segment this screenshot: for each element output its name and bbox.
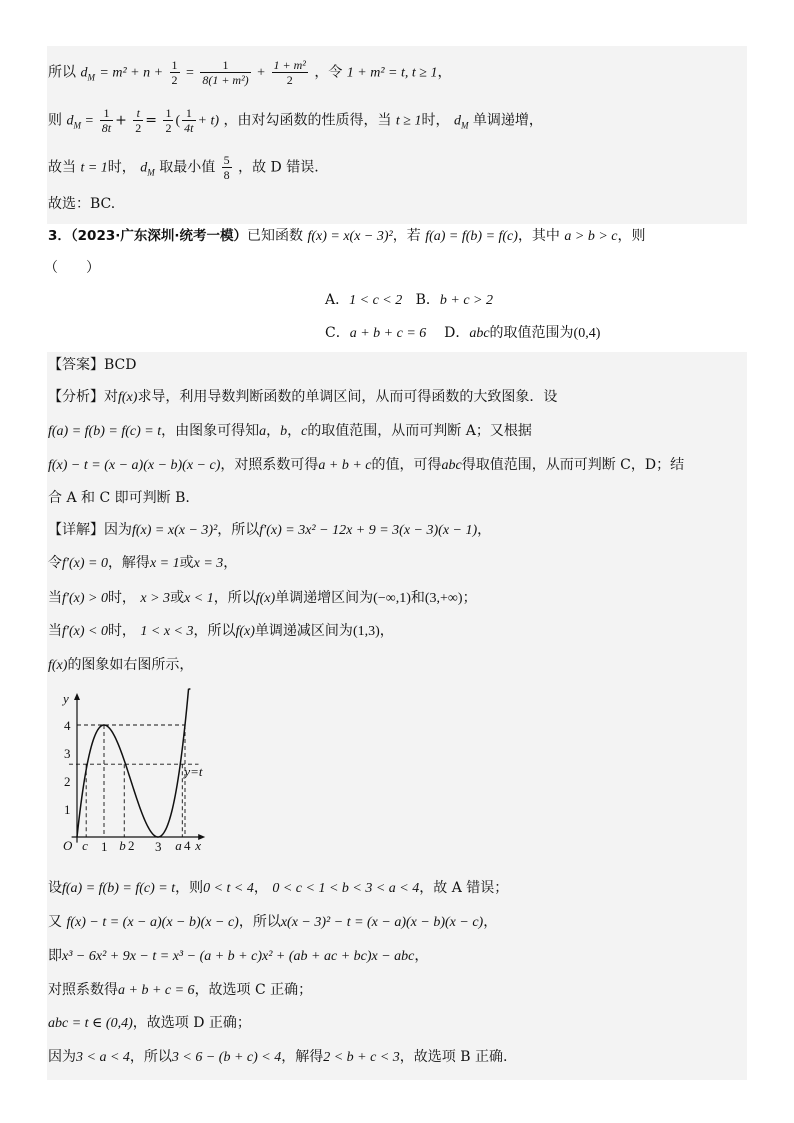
math: f(a) = f(b) = f(c)	[425, 229, 518, 244]
x-axis-label: x	[195, 838, 201, 853]
option-a-label: A．	[325, 292, 350, 308]
detail-line-1: 【详解】因为f(x) = x(x − 3)²，所以f′(x) = 3x² − 12x + 9 = 3(x − 3)(x − 1)，	[48, 522, 492, 538]
text: ，	[437, 64, 452, 81]
option-c-label: C．	[325, 325, 350, 341]
origin-label: O	[63, 838, 73, 853]
problem-stem	[48, 226, 646, 247]
x-tick-label-b: b	[119, 838, 126, 853]
detail-line-5: f(x)的图象如右图所示，	[48, 657, 194, 673]
option-a: 1 < c < 2	[349, 293, 403, 308]
text: 取最小值	[159, 159, 216, 176]
option-d-label: D．	[444, 325, 470, 341]
curve-fx	[77, 689, 190, 837]
option-d-math: abc	[469, 326, 490, 341]
function-graph	[47, 687, 228, 867]
fraction: $\frac{1}{2}$	[171, 58, 178, 87]
x-tick-label-c: c	[82, 838, 88, 853]
option-d: 的取值范围为	[489, 325, 574, 341]
math: t = 1	[80, 160, 108, 176]
math-d: d	[453, 113, 461, 129]
math-d: d	[80, 65, 88, 81]
detail-label: 【详解】	[48, 522, 104, 538]
math: t ≥ 1	[395, 113, 422, 129]
text: ，其中	[517, 228, 560, 244]
math: = m² + n +	[99, 65, 164, 81]
fraction: $\frac{1}{\text{8(1 + m²)}}$	[202, 58, 249, 87]
solution-line-2: 则 $d_M$ = $\frac{1}{8t}$ + $\frac{t}{2}$ = $\frac{1}{2}$ ( $\frac{1}{4t}$ + t) ，由对勾函数的性质得，当 t ≥ 1时， $d_M$ 单调递增，	[48, 106, 543, 135]
detail-line-10: abc = t ∈ (0,4)，故选项 D 正确；	[48, 1015, 251, 1031]
problem-source: （2023·广东深圳·统考一模）	[70, 228, 247, 244]
text: 则	[48, 112, 62, 129]
detail-line-8: 即x³ − 6x² + 9x − t = x³ − (a + b + c)x² + (ab + ac + bc)x − abc，	[48, 948, 429, 964]
text: ，令	[314, 64, 343, 81]
option-row-1	[325, 290, 493, 311]
math-sub: M	[147, 167, 155, 178]
text: 故选：BC.	[48, 196, 116, 212]
text: 已知函数	[247, 228, 303, 244]
math: 1 + m² = t, t ≥ 1	[346, 65, 438, 81]
option-b-label: B．	[415, 292, 440, 308]
solution-line-4	[48, 194, 115, 214]
solution-line-1	[48, 58, 451, 87]
text: ，若	[392, 228, 421, 244]
text: 故当	[48, 159, 76, 176]
y-tick-label-4: 4	[64, 718, 71, 733]
y-tick-label-3: 3	[64, 746, 71, 761]
fraction: $\frac{1}{2}$	[165, 106, 172, 135]
text: 所以	[48, 64, 76, 81]
math: f(x) = x(x − 3)²	[307, 229, 393, 244]
text: 时，	[421, 112, 450, 129]
analysis-line-2: f(a) = f(b) = f(c) = t，由图象可得知a，b，c的取值范围，从而可判断 A；又根据	[48, 423, 532, 439]
math-d: d	[66, 113, 74, 129]
option-c: a + b + c = 6	[349, 326, 427, 341]
text: ，则	[617, 228, 646, 244]
detail-line-3: 当f′(x) > 0时， x > 3或x < 1，所以f(x)单调递增区间为(−∞,1)和(3,+∞)；	[48, 590, 477, 606]
answer-value: BCD	[104, 357, 137, 373]
x-tick-label-4: 4	[184, 838, 191, 853]
x-tick-label-a: a	[175, 838, 182, 853]
fraction: $\frac{\text{1 + m²}}{2}$	[273, 58, 306, 87]
answer-line	[48, 355, 136, 375]
fraction: $\frac{t}{2}$	[135, 106, 142, 135]
text: 时，	[107, 159, 136, 176]
x-tick-label-2: 2	[128, 838, 135, 853]
y-tick-label-2: 2	[64, 774, 71, 789]
y-axis-label: y	[63, 691, 69, 706]
analysis-line-4: 合 A 和 C 即可判断 B.	[48, 490, 190, 506]
option-row-2	[325, 323, 600, 344]
fraction: $\frac{1}{4t}$	[184, 106, 194, 135]
answer-blank: （ ）	[44, 260, 100, 276]
math-sub: M	[87, 72, 95, 83]
math: =	[185, 65, 194, 81]
text: ，由对勾函数的性质得，当	[223, 112, 392, 129]
math-sub: M	[460, 120, 469, 131]
detail-line-6: 设f(a) = f(b) = f(c) = t，则0 < t < 4， 0 < c < 1 < b < 3 < a < 4，故 A 错误；	[48, 880, 509, 896]
y-tick-label-1: 1	[64, 802, 71, 817]
text: ，故 D 错误.	[238, 159, 319, 176]
y-axis-arrow	[74, 693, 80, 700]
math: +	[257, 65, 266, 81]
text: 单调递增，	[472, 112, 543, 129]
detail-line-11: 因为3 < a < 4，所以3 < 6 − (b + c) < 4，解得2 < b + c < 3，故选项 B 正确.	[48, 1049, 508, 1065]
detail-line-7: 又 f(x) − t = (x − a)(x − b)(x − c)，所以x(x − 3)² − t = (x − a)(x − b)(x − c)，	[48, 914, 498, 930]
problem-blank	[44, 258, 100, 278]
math-sub: M	[73, 120, 81, 131]
detail-line-9: 对照系数得a + b + c = 6，故选项 C 正确；	[48, 982, 313, 998]
detail-line-2: 令f′(x) = 0，解得x = 1或x = 3，	[48, 555, 238, 571]
fraction: $\frac{1}{8t}$	[101, 106, 112, 135]
math: =	[85, 113, 94, 129]
analysis-label: 【分析】	[48, 389, 104, 405]
math: a > b > c	[564, 229, 618, 244]
solution-line-3	[48, 153, 319, 182]
problem-number: 3．	[48, 228, 71, 244]
analysis-line-3: f(x) − t = (x − a)(x − b)(x − c)，对照系数可得a + b + c的值，可得abc得取值范围，从而可判断 C，D；结	[48, 457, 685, 473]
option-b: b + c > 2	[439, 293, 493, 308]
fraction: $\frac{5}{8}$	[223, 153, 230, 182]
option-d-range: (0,4)	[573, 326, 601, 341]
answer-label: 【答案】	[48, 357, 104, 373]
hline-label: y=t	[184, 764, 203, 780]
x-tick-label-3: 3	[155, 839, 162, 854]
math-d: d	[140, 160, 148, 176]
detail-line-4: 当f′(x) < 0时， 1 < x < 3，所以f(x)单调递减区间为(1,3)，	[48, 623, 394, 639]
analysis-line-1: 【分析】对f(x)求导，利用导数判断函数的单调区间，从而可得函数的大致图象．设	[48, 389, 558, 405]
x-tick-label-1: 1	[101, 839, 108, 854]
